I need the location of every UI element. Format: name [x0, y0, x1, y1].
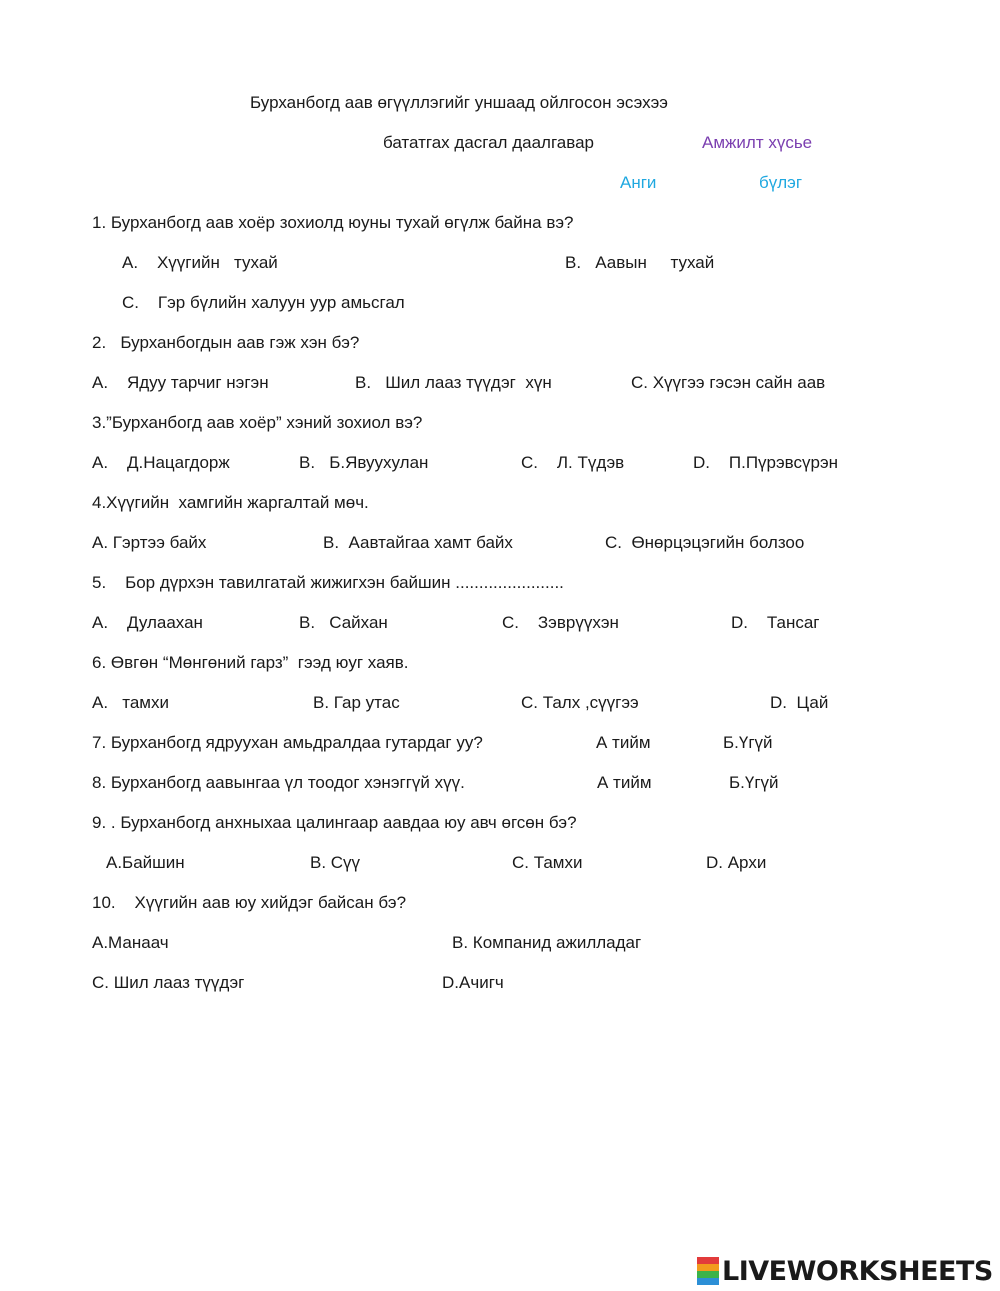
question-3: 3.”Бурханбогд аав хоёр” хэний зохиол вэ?: [92, 413, 423, 432]
q9-option-d[interactable]: D. Архи: [706, 853, 767, 872]
logo-color-block-icon: [697, 1257, 719, 1285]
title-line-2: бататгах дасгал даалгавар: [383, 133, 594, 152]
logo-text: LIVEWORKSHEETS: [722, 1255, 993, 1287]
q2-option-b[interactable]: B. Шил лааз түүдэг хүн: [355, 373, 552, 392]
title-line-1: Бурханбогд аав өгүүллэгийг уншаад ойлгосон эсэхээ: [250, 93, 668, 112]
group-label: бүлэг: [759, 173, 803, 192]
q1-option-b[interactable]: B. Аавын тухай: [565, 253, 715, 272]
q10-option-c[interactable]: C. Шил лааз түүдэг: [92, 973, 245, 992]
q6-option-c[interactable]: C. Талх ,сүүгээ: [521, 693, 639, 712]
q5-option-d[interactable]: D. Тансаг: [731, 613, 820, 632]
q7-option-a[interactable]: А тийм: [596, 733, 651, 752]
q2-option-a[interactable]: A. Ядуу тарчиг нэгэн: [92, 373, 269, 392]
q5-option-a[interactable]: A. Дулаахан: [92, 613, 203, 632]
liveworksheets-logo: [697, 1254, 993, 1288]
q4-option-a[interactable]: A. Гэртээ байх: [92, 533, 207, 552]
logo-stripe-orange: [697, 1264, 719, 1271]
question-1: 1. Бурханбогд аав хоёр зохиолд юуны тухай өгүлж байна вэ?: [92, 213, 574, 232]
logo-stripe-red: [697, 1257, 719, 1264]
question-7: 7. Бурханбогд ядруухан амьдралдаа гутардаг уу?: [92, 733, 483, 752]
q1-option-a[interactable]: A. Хүүгийн тухай: [122, 253, 278, 272]
q6-option-b[interactable]: B. Гар утас: [313, 693, 400, 712]
q5-option-b[interactable]: B. Сайхан: [299, 613, 388, 632]
q3-option-a[interactable]: A. Д.Нацагдорж: [92, 453, 230, 472]
question-8: 8. Бурханбогд аавынгаа үл тоодог хэнэггүй хүү.: [92, 773, 465, 792]
wish-text: Амжилт хүсье: [702, 133, 813, 152]
q6-option-d[interactable]: D. Цай: [770, 693, 829, 712]
q10-option-d[interactable]: D.Ачигч: [442, 973, 504, 992]
q6-option-a[interactable]: A. тамхи: [92, 693, 169, 712]
q4-option-b[interactable]: B. Аавтайгаа хамт байх: [323, 533, 513, 552]
question-4: 4.Хүүгийн хамгийн жаргалтай мөч.: [92, 493, 369, 512]
q9-option-a[interactable]: A.Байшин: [106, 853, 185, 872]
question-10: 10. Хүүгийн аав юу хийдэг байсан бэ?: [92, 893, 407, 912]
logo-stripe-green: [697, 1271, 719, 1278]
q8-option-b[interactable]: Б.Үгүй: [729, 773, 779, 792]
q7-option-b[interactable]: Б.Үгүй: [723, 733, 773, 752]
q9-option-c[interactable]: C. Тамхи: [512, 853, 583, 872]
q1-option-c[interactable]: C. Гэр бүлийн халуун уур амьсгал: [122, 293, 405, 312]
q3-option-c[interactable]: C. Л. Түдэв: [521, 453, 625, 472]
logo-stripe-blue: [697, 1278, 719, 1285]
question-6: 6. Өвгөн “Мөнгөний гарз” гээд юуг хаяв.: [92, 653, 409, 672]
q3-option-d[interactable]: D. П.Пүрэвсүрэн: [693, 453, 839, 472]
class-label: Анги: [620, 173, 657, 192]
q10-option-a[interactable]: A.Манаач: [92, 933, 169, 952]
q4-option-c[interactable]: C. Өнөрцэцэгийн болзоо: [605, 533, 805, 552]
q2-option-c[interactable]: C. Хүүгээ гэсэн сайн аав: [631, 373, 826, 392]
q10-option-b[interactable]: B. Компанид ажилладаг: [452, 933, 642, 952]
q5-option-c[interactable]: C. Зэврүүхэн: [502, 613, 619, 632]
q9-option-b[interactable]: B. Сүү: [310, 853, 361, 872]
q3-option-b[interactable]: B. Б.Явуухулан: [299, 453, 429, 472]
question-2: 2. Бурханбогдын аав гэж хэн бэ?: [92, 333, 360, 352]
question-5: 5. Бор дүрхэн тавилгатай жижигхэн байшин .......................: [92, 573, 564, 592]
q8-option-a[interactable]: А тийм: [597, 773, 652, 792]
question-9: 9. . Бурханбогд анхныхаа цалингаар аавдаа юу авч өгсөн бэ?: [92, 813, 577, 832]
